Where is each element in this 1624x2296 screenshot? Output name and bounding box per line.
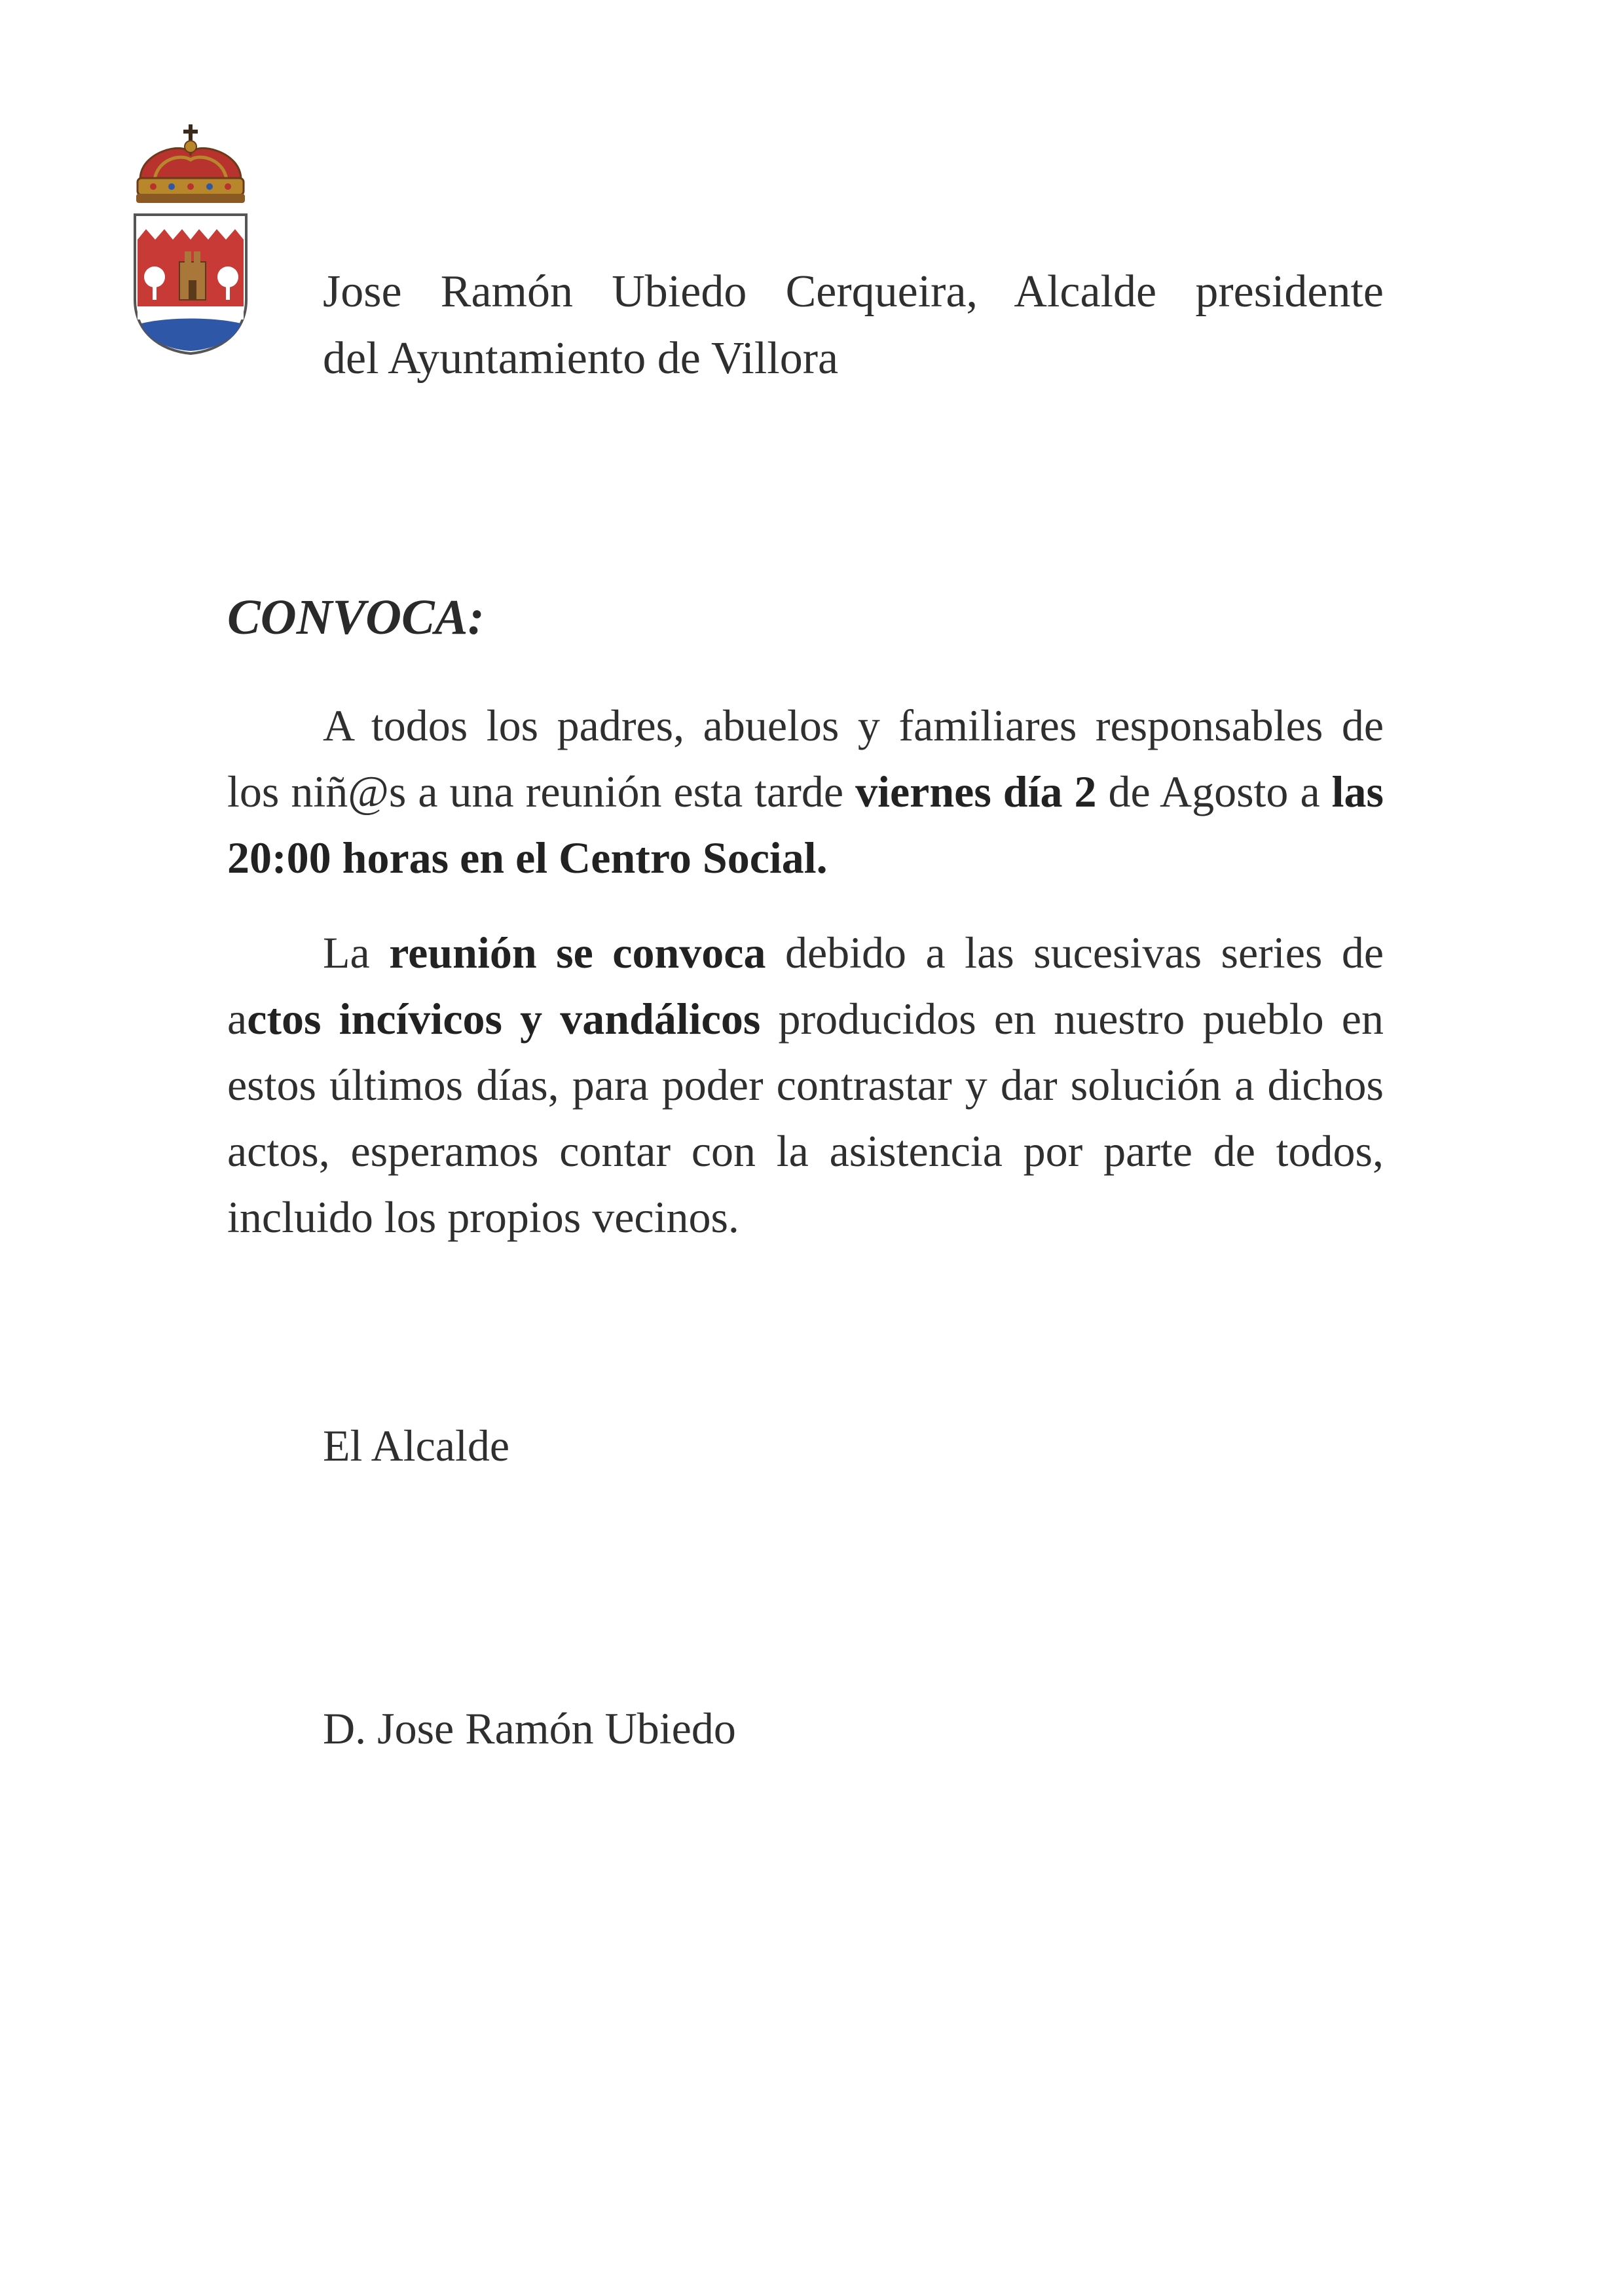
convoca-heading: CONVOCA: (227, 590, 485, 645)
closing-title: El Alcalde (323, 1421, 510, 1470)
issuer-name-line: Jose Ramón Ubiedo Cerqueira, Alcalde presidente (323, 266, 1384, 317)
meeting-day: viernes día 2 (855, 767, 1097, 816)
notice-body (227, 693, 1384, 1250)
invitation-text-1: A todos los padres, abuelos y familiares responsables de los niñ@s a una reunión esta tarde (227, 701, 1384, 816)
reason-text-3: producidos en nuestro pueblo en estos últimos días, para poder contrastar y dar solución a dichos actos, esperamos contar con la asistencia por parte de todos, incluido los propios vecinos. (227, 994, 1384, 1242)
vandalism-emphasis: ctos incívicos y vandálicos (247, 994, 761, 1044)
meeting-called-emphasis: reunión se convoca (389, 928, 766, 977)
meeting-time-place: las 20:00 horas en el Centro Social. (227, 767, 1384, 883)
reason-text-2: debido a las sucesivas series de a (227, 928, 1384, 1044)
invitation-paragraph (227, 693, 1384, 891)
coat-of-arms-icon (128, 123, 253, 359)
issuer-header (323, 259, 1384, 392)
signatory-name: D. Jose Ramón Ubiedo (323, 1704, 736, 1753)
issuer-office-line: del Ayuntamiento de Villora (323, 333, 839, 384)
invitation-text-2: de Agosto a (1096, 767, 1332, 816)
reason-paragraph (227, 920, 1384, 1250)
reason-text-1: La (323, 928, 390, 977)
